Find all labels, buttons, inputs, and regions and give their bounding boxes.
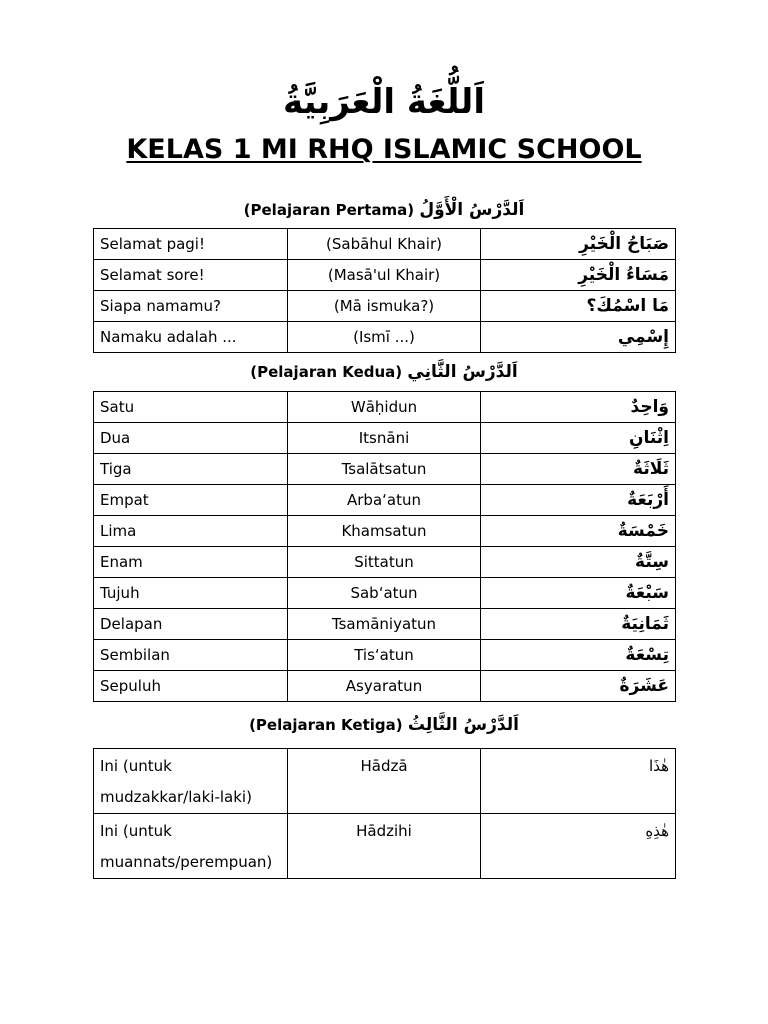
lesson-1-table <box>93 228 676 353</box>
lesson-2-table <box>93 391 676 702</box>
indonesian-cell: Sembilan <box>94 640 288 671</box>
arabic-cell: خَمْسَةٌ <box>481 516 676 547</box>
table-row <box>94 291 676 322</box>
table-row <box>94 814 676 879</box>
table-row <box>94 547 676 578</box>
table-row <box>94 392 676 423</box>
lesson-1-heading-latin: (Pelajaran Pertama) <box>243 201 415 219</box>
indonesian-cell: Enam <box>94 547 288 578</box>
transliteration-cell: (Sabāhul Khair) <box>288 229 481 260</box>
indonesian-cell <box>94 749 288 814</box>
table-row <box>94 260 676 291</box>
lesson-1-heading <box>0 198 768 222</box>
lesson-2-heading <box>0 360 768 384</box>
arabic-cell: مَسَاءُ الْخَيْرِ <box>481 260 676 291</box>
arabic-cell: تِسْعَةٌ <box>481 640 676 671</box>
indonesian-cell: Tiga <box>94 454 288 485</box>
indonesian-line: muannats/perempuan) <box>100 853 273 871</box>
arabic-cell: أَرْبَعَةٌ <box>481 485 676 516</box>
indonesian-cell: Selamat pagi! <box>94 229 288 260</box>
transliteration-cell: Khamsatun <box>288 516 481 547</box>
page-title-text: KELAS 1 MI RHQ ISLAMIC SCHOOL <box>126 134 642 165</box>
arabic-cell: سَبْعَةٌ <box>481 578 676 609</box>
table-row <box>94 578 676 609</box>
transliteration-cell: Arba‘atun <box>288 485 481 516</box>
transliteration-cell: Itsnāni <box>288 423 481 454</box>
arabic-cell: عَشَرَةٌ <box>481 671 676 702</box>
lesson-2-heading-arabic: اَلدَّرْسُ الثَّانِي <box>407 362 518 382</box>
table-row <box>94 640 676 671</box>
arabic-cell: صَبَاحُ الْخَيْرِ <box>481 229 676 260</box>
lesson-3-heading-latin: (Pelajaran Ketiga) <box>249 716 403 734</box>
page-title <box>0 130 768 170</box>
table-row <box>94 322 676 353</box>
indonesian-cell: Dua <box>94 423 288 454</box>
transliteration-cell: Tis‘atun <box>288 640 481 671</box>
transliteration-cell: Tsamāniyatun <box>288 609 481 640</box>
table-row <box>94 749 676 814</box>
indonesian-cell: Siapa namamu? <box>94 291 288 322</box>
arabic-cell: هٰذِهِ <box>481 814 676 879</box>
lesson-1-heading-arabic: اَلدَّرْسُ الْأَوَّلُ <box>419 200 525 220</box>
table-row <box>94 454 676 485</box>
arabic-cell: وَاحِدٌ <box>481 392 676 423</box>
indonesian-line: mudzakkar/laki-laki) <box>100 788 252 806</box>
indonesian-cell: Selamat sore! <box>94 260 288 291</box>
lesson-3-table <box>93 748 676 879</box>
arabic-cell: إِسْمِي <box>481 322 676 353</box>
indonesian-line: Ini (untuk <box>100 757 172 775</box>
transliteration-cell: (Masā'ul Khair) <box>288 260 481 291</box>
indonesian-cell <box>94 814 288 879</box>
transliteration-cell: Wāḥidun <box>288 392 481 423</box>
transliteration-cell: Tsalātsatun <box>288 454 481 485</box>
arabic-cell: اِثْنَانِ <box>481 423 676 454</box>
arabic-title: اَللُّغَةُ الْعَرَبِيَّةُ <box>283 82 485 122</box>
arabic-cell: ثَمَانِيَةٌ <box>481 609 676 640</box>
transliteration-cell: (Ismī ...) <box>288 322 481 353</box>
arabic-cell: ثَلَاثَةٌ <box>481 454 676 485</box>
arabic-cell: سِتَّةٌ <box>481 547 676 578</box>
transliteration-cell: Hādzā <box>288 749 481 814</box>
table-row <box>94 485 676 516</box>
transliteration-cell: Hādzihi <box>288 814 481 879</box>
table-row <box>94 671 676 702</box>
indonesian-cell: Sepuluh <box>94 671 288 702</box>
transliteration-cell: Sab‘atun <box>288 578 481 609</box>
table-row <box>94 423 676 454</box>
table-row <box>94 229 676 260</box>
lesson-2-heading-latin: (Pelajaran Kedua) <box>250 363 403 381</box>
indonesian-cell: Lima <box>94 516 288 547</box>
arabic-cell: هٰذَا <box>481 749 676 814</box>
indonesian-cell: Tujuh <box>94 578 288 609</box>
lesson-3-heading-arabic: اَلدَّرْسُ الثَّالِثُ <box>407 715 519 735</box>
indonesian-cell: Namaku adalah ... <box>94 322 288 353</box>
arabic-cell: مَا اسْمُكَ؟ <box>481 291 676 322</box>
indonesian-cell: Delapan <box>94 609 288 640</box>
indonesian-line: Ini (untuk <box>100 822 172 840</box>
transliteration-cell: Asyaratun <box>288 671 481 702</box>
table-row <box>94 516 676 547</box>
transliteration-cell: Sittatun <box>288 547 481 578</box>
table-row <box>94 609 676 640</box>
indonesian-cell: Satu <box>94 392 288 423</box>
transliteration-cell: (Mā ismuka?) <box>288 291 481 322</box>
lesson-3-heading <box>0 713 768 737</box>
indonesian-cell: Empat <box>94 485 288 516</box>
